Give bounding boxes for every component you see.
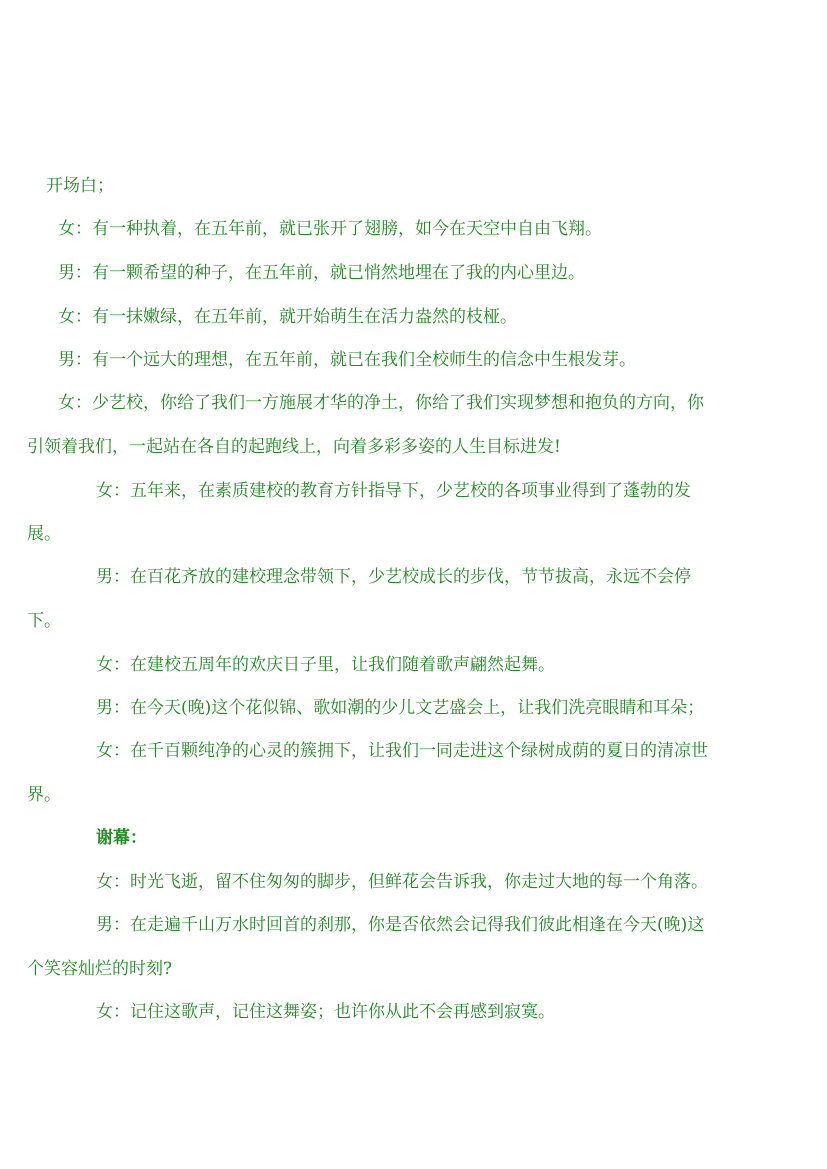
closing-line: 女：记住这歌声，记住这舞姿；也许你从此不会再感到寂寞。 <box>96 1002 555 1022</box>
opening-line: 男：在今天(晚)这个花似锦、歌如潮的少儿文艺盛会上，让我们洗亮眼睛和耳朵； <box>96 698 705 718</box>
opening-line: 女：有一抹嫩绿，在五年前，就开始萌生在活力盎然的枝桠。 <box>58 307 517 327</box>
opening-line: 男：有一颗希望的种子，在五年前，就已悄然地埋在了我的内心里边。 <box>58 263 585 283</box>
opening-line: 展。 <box>27 524 61 544</box>
opening-line: 女：少艺校，你给了我们一方施展才华的净土，你给了我们实现梦想和抱负的方向，你 <box>58 393 704 413</box>
closing-title: 谢幕： <box>96 828 147 848</box>
opening-line: 下。 <box>27 611 61 631</box>
closing-line: 女：时光飞逝，留不住匆匆的脚步，但鲜花会告诉我，你走过大地的每一个角落。 <box>96 872 708 892</box>
opening-line: 女：五年来，在素质建校的教育方针指导下，少艺校的各项事业得到了蓬勃的发 <box>96 481 691 501</box>
opening-title: 开场白； <box>46 176 114 196</box>
opening-line: 引领着我们，一起站在各自的起跑线上，向着多彩多姿的人生目标进发! <box>27 437 561 457</box>
opening-line: 女：有一种执着，在五年前，就已张开了翅膀，如今在天空中自由飞翔。 <box>58 219 602 239</box>
opening-line: 界。 <box>27 785 61 805</box>
closing-line: 男：在走遍千山万水时回首的刹那，你是否依然会记得我们彼此相逢在今天(晚)这 <box>96 915 705 935</box>
opening-line: 男：有一个远大的理想，在五年前，就已在我们全校师生的信念中生根发芽。 <box>58 350 636 370</box>
opening-line: 女：在建校五周年的欢庆日子里，让我们随着歌声翩然起舞。 <box>96 655 555 675</box>
opening-line: 男：在百花齐放的建校理念带领下，少艺校成长的步伐，节节拔高，永远不会停 <box>96 567 691 587</box>
closing-line: 个笑容灿烂的时刻? <box>27 959 173 979</box>
opening-line: 女：在千百颗纯净的心灵的簇拥下，让我们一同走进这个绿树成荫的夏日的清凉世 <box>96 741 708 761</box>
